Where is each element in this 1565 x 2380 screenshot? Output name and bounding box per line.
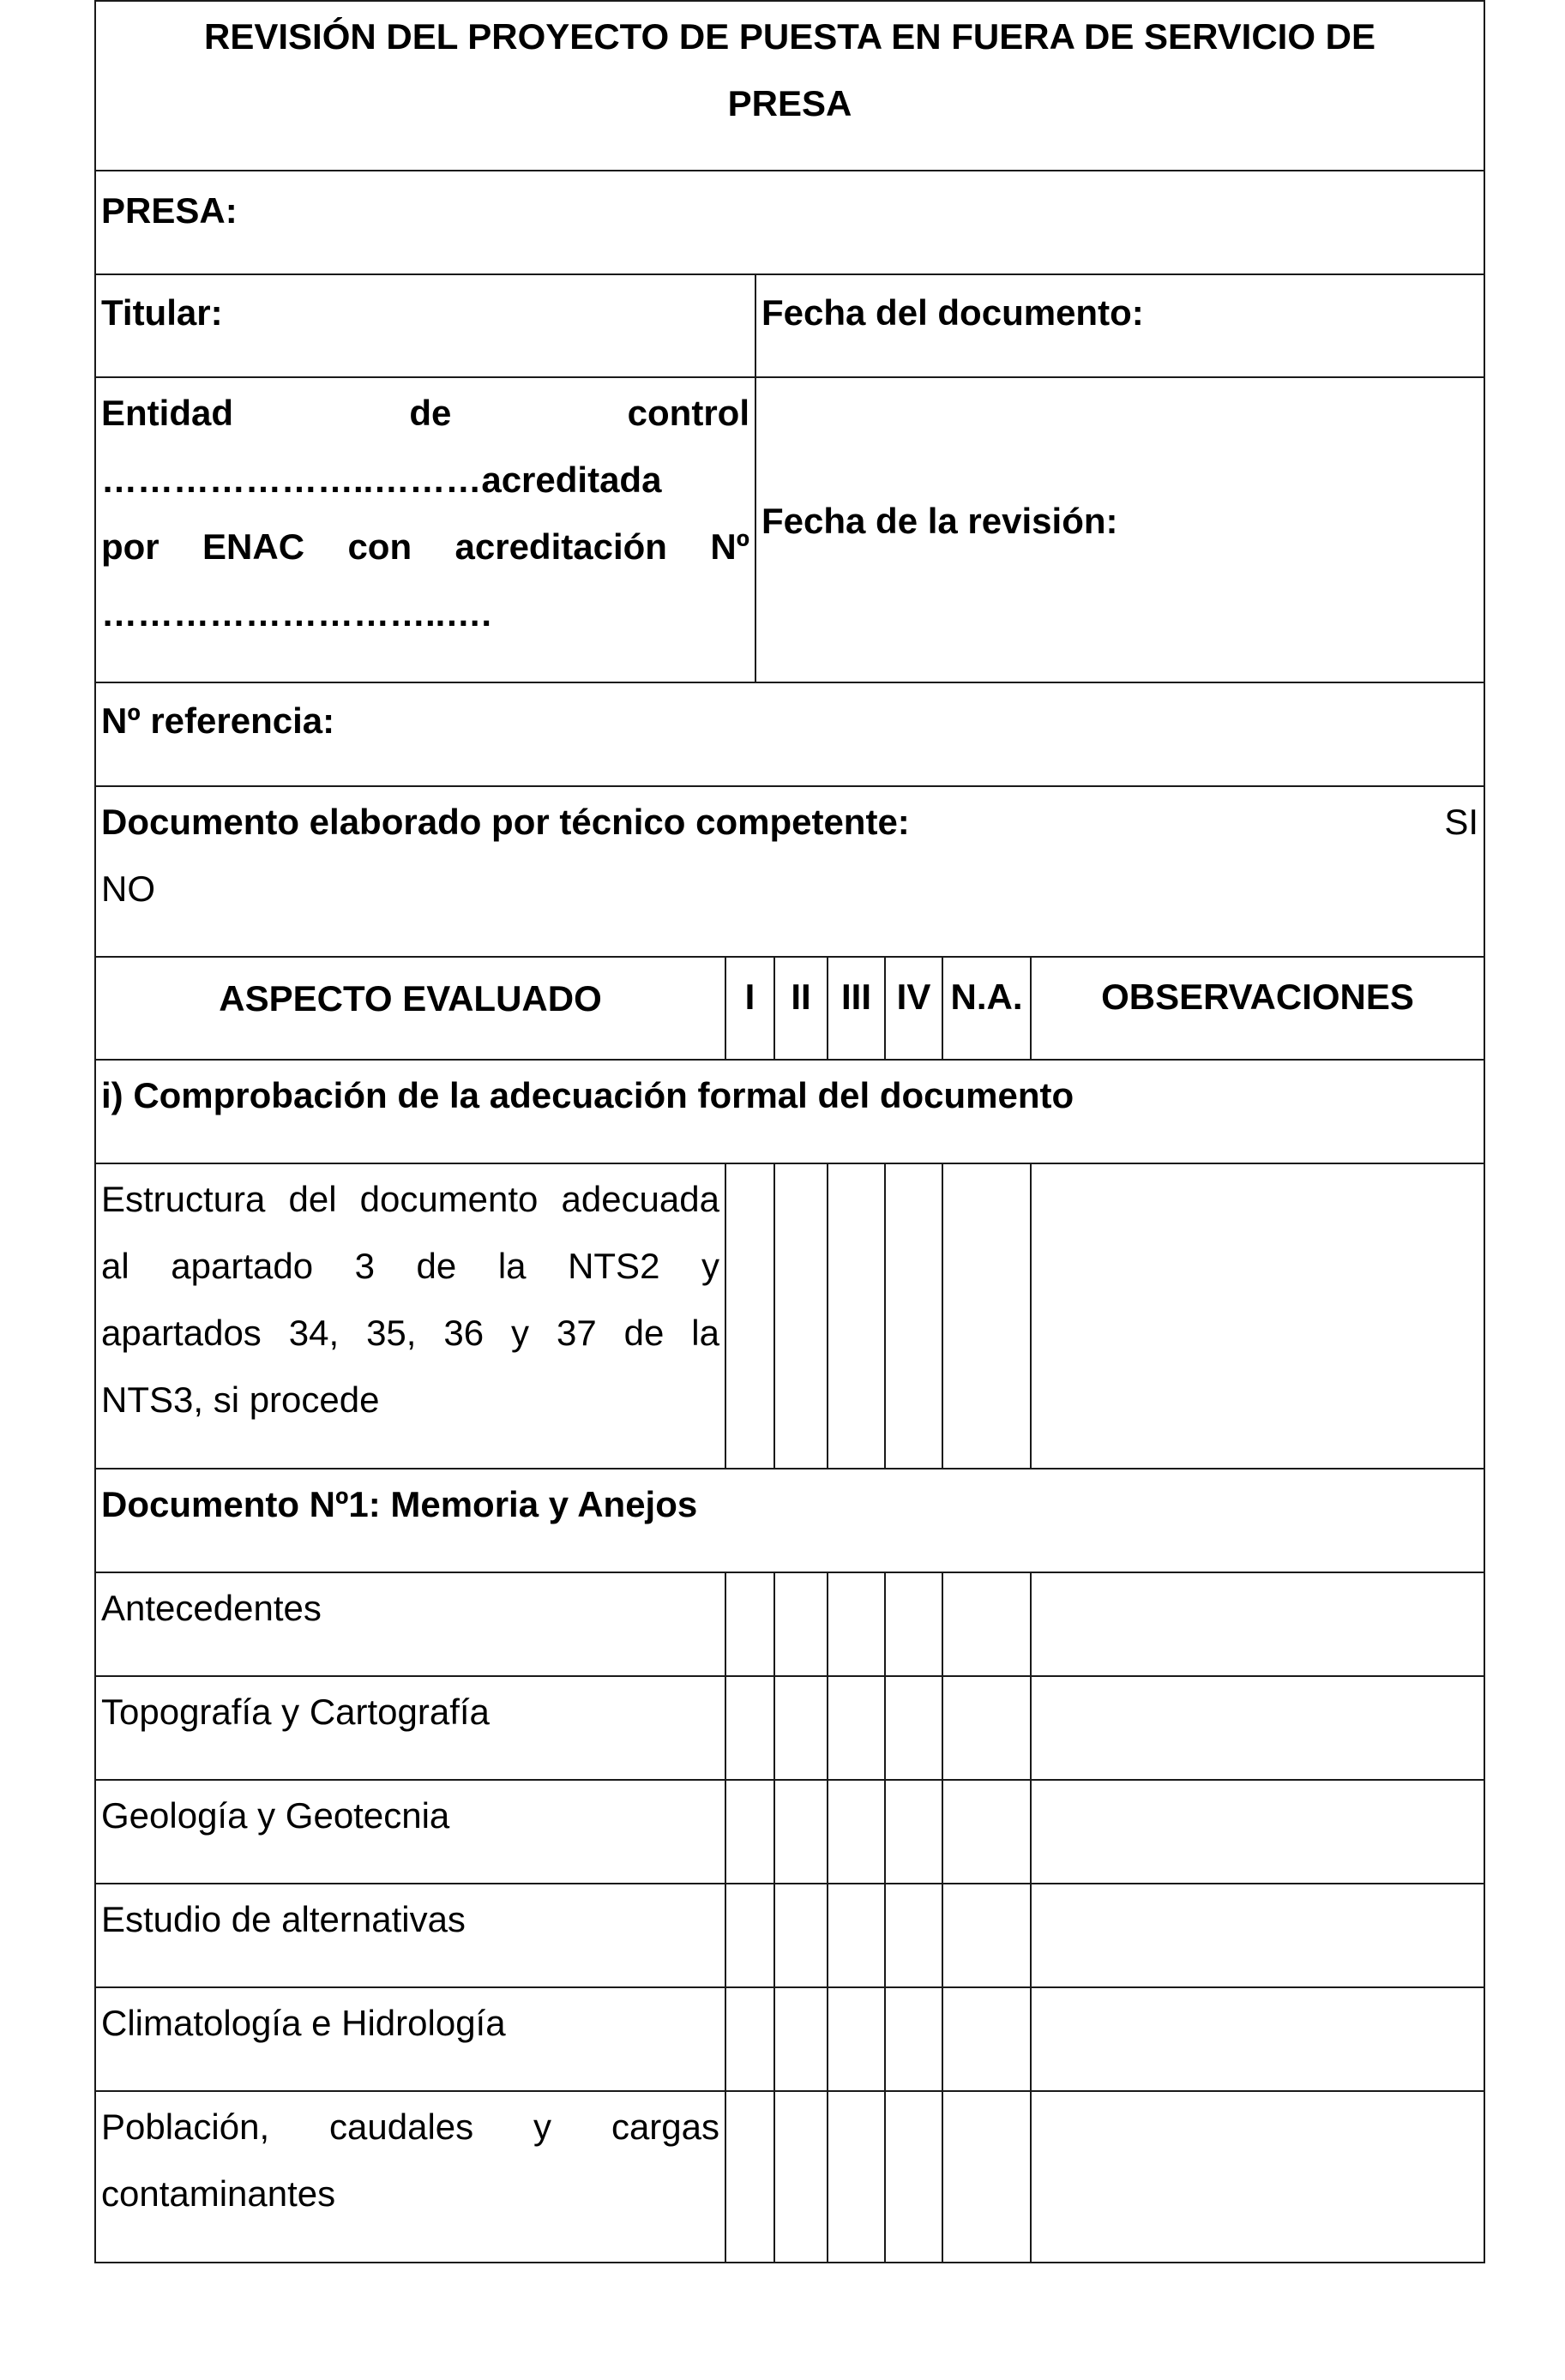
section-title: Documento Nº1: Memoria y Anejos — [101, 1484, 698, 1524]
col-ii-header: II — [775, 958, 828, 1059]
check-cell-i[interactable] — [726, 1677, 775, 1779]
section-row — [96, 1469, 1484, 1573]
aspect-label: Estudio de alternativas — [96, 1884, 726, 1986]
tecnico-field[interactable] — [96, 787, 1484, 956]
aspect-line: Población, caudales y cargas — [101, 2107, 719, 2147]
titular-row — [96, 275, 1484, 378]
check-cell-ii[interactable] — [775, 2092, 828, 2262]
check-cell-iv[interactable] — [886, 1884, 943, 1986]
table-row — [96, 1988, 1484, 2092]
form-title-line2: PRESA — [727, 83, 852, 123]
check-cell-iv[interactable] — [886, 1677, 943, 1779]
col-na-header: N.A. — [943, 958, 1032, 1059]
col-i-header: I — [726, 958, 775, 1059]
check-cell-i[interactable] — [726, 1164, 775, 1468]
table-row — [96, 1884, 1484, 1988]
check-cell-na[interactable] — [943, 1988, 1032, 2090]
aspect-label: Climatología e Hidrología — [96, 1988, 726, 2090]
titular-field[interactable]: Titular: — [96, 275, 756, 376]
tecnico-no-option[interactable]: NO — [101, 868, 155, 909]
check-cell-iv[interactable] — [886, 1781, 943, 1883]
form-title-row — [96, 0, 1484, 171]
table-row — [96, 2092, 1484, 2263]
check-cell-ii[interactable] — [775, 1884, 828, 1986]
table-row — [96, 1164, 1484, 1469]
check-cell-i[interactable] — [726, 1573, 775, 1675]
observaciones-cell[interactable] — [1032, 1884, 1484, 1986]
aspect-line: al apartado 3 de la NTS2 y — [101, 1246, 719, 1286]
aspect-label: Antecedentes — [96, 1573, 726, 1675]
referencia-field[interactable]: Nº referencia: — [101, 700, 335, 741]
aspect-line: apartados 34, 35, 36 y 37 de la — [101, 1313, 719, 1353]
aspect-label — [96, 1164, 726, 1468]
observaciones-cell[interactable] — [1032, 1164, 1484, 1468]
section-row — [96, 1061, 1484, 1164]
observaciones-cell[interactable] — [1032, 1781, 1484, 1883]
check-cell-na[interactable] — [943, 1573, 1032, 1675]
observaciones-cell[interactable] — [1032, 2092, 1484, 2262]
check-cell-i[interactable] — [726, 2092, 775, 2262]
table-header-row — [96, 958, 1484, 1061]
fecha-revision-field[interactable] — [756, 378, 1484, 682]
check-cell-iv[interactable] — [886, 2092, 943, 2262]
check-cell-ii[interactable] — [775, 1573, 828, 1675]
form-title-line1: REVISIÓN DEL PROYECTO DE PUESTA EN FUERA DE SERVICIO DE — [203, 16, 1376, 57]
check-cell-i[interactable] — [726, 1781, 775, 1883]
aspect-label — [96, 2092, 726, 2262]
entidad-control-field[interactable] — [96, 378, 756, 682]
section-title: i) Comprobación de la adecuación formal del documento — [101, 1075, 1074, 1115]
aspect-line: Estructura del documento adecuada — [101, 1179, 719, 1219]
referencia-row — [96, 683, 1484, 787]
tecnico-label: Documento elaborado por técnico competente: — [101, 802, 910, 842]
entidad-line: Entidad de control — [101, 393, 749, 433]
entidad-line: por ENAC con acreditación Nº — [101, 526, 749, 567]
check-cell-iv[interactable] — [886, 1988, 943, 2090]
check-cell-iii[interactable] — [828, 1781, 886, 1883]
fecha-revision-label: Fecha de la revisión: — [761, 501, 1118, 541]
tecnico-si-option[interactable]: SI — [1444, 802, 1478, 842]
check-cell-na[interactable] — [943, 1164, 1032, 1468]
check-cell-na[interactable] — [943, 1884, 1032, 1986]
aspect-line: NTS3, si procede — [101, 1379, 380, 1420]
check-cell-iii[interactable] — [828, 1677, 886, 1779]
table-row — [96, 1573, 1484, 1677]
check-cell-ii[interactable] — [775, 1988, 828, 2090]
entidad-line: …………………..………acreditada — [101, 460, 662, 500]
entidad-line: ………………………..…. — [101, 593, 492, 634]
aspect-line: contaminantes — [101, 2173, 336, 2214]
table-row — [96, 1677, 1484, 1781]
check-cell-i[interactable] — [726, 1884, 775, 1986]
check-cell-iv[interactable] — [886, 1573, 943, 1675]
check-cell-iii[interactable] — [828, 2092, 886, 2262]
fecha-documento-field[interactable]: Fecha del documento: — [761, 292, 1144, 333]
aspect-label: Topografía y Cartografía — [96, 1677, 726, 1779]
check-cell-ii[interactable] — [775, 1677, 828, 1779]
review-form — [94, 0, 1485, 2263]
form-title — [96, 2, 1484, 170]
table-row — [96, 1781, 1484, 1884]
col-iii-header: III — [828, 958, 886, 1059]
presa-row — [96, 171, 1484, 275]
check-cell-i[interactable] — [726, 1988, 775, 2090]
entidad-row — [96, 378, 1484, 683]
check-cell-ii[interactable] — [775, 1781, 828, 1883]
check-cell-iii[interactable] — [828, 1573, 886, 1675]
col-observaciones-header: OBSERVACIONES — [1101, 977, 1414, 1017]
check-cell-na[interactable] — [943, 2092, 1032, 2262]
check-cell-iv[interactable] — [886, 1164, 943, 1468]
presa-field[interactable]: PRESA: — [101, 190, 238, 231]
check-cell-na[interactable] — [943, 1781, 1032, 1883]
observaciones-cell[interactable] — [1032, 1677, 1484, 1779]
col-iv-header: IV — [886, 958, 943, 1059]
observaciones-cell[interactable] — [1032, 1988, 1484, 2090]
aspect-label: Geología y Geotecnia — [96, 1781, 726, 1883]
col-aspecto-header: ASPECTO EVALUADO — [96, 958, 726, 1059]
tecnico-row — [96, 787, 1484, 958]
check-cell-na[interactable] — [943, 1677, 1032, 1779]
observaciones-cell[interactable] — [1032, 1573, 1484, 1675]
check-cell-iii[interactable] — [828, 1164, 886, 1468]
check-cell-iii[interactable] — [828, 1884, 886, 1986]
check-cell-ii[interactable] — [775, 1164, 828, 1468]
check-cell-iii[interactable] — [828, 1988, 886, 2090]
